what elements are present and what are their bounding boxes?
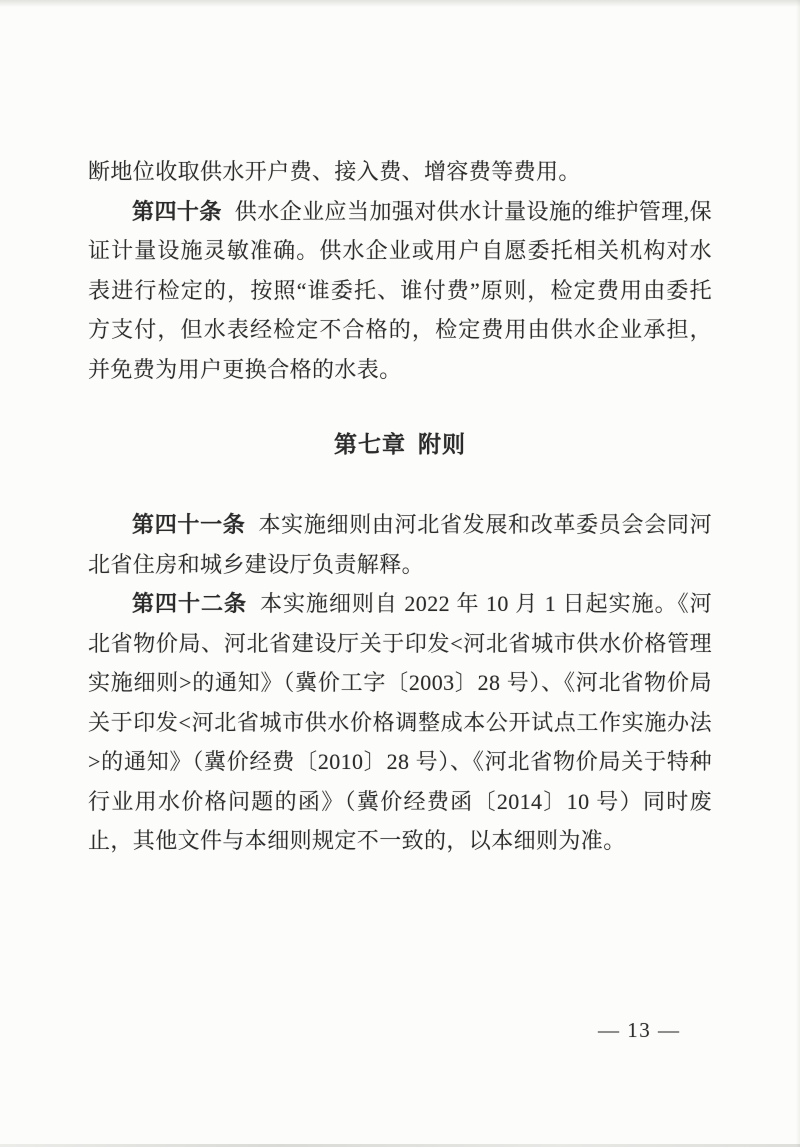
chapter-number: 第七章 [334, 432, 406, 457]
article-40-number: 第四十条 [132, 198, 222, 224]
paragraph-text: 断地位收取供水开户费、接入费、增容费等费用。 [88, 159, 581, 184]
scan-artifact-right-edge [796, 0, 800, 1147]
article-41-text: 本实施细则由河北省发展和改革委员会会同河北省住房和城乡建设厅负责解释。 [88, 512, 712, 577]
article-42-number: 第四十二条 [132, 591, 247, 616]
chapter-heading [88, 425, 712, 465]
article-40-text: 供水企业应当加强对供水计量设施的维护管理,保证计量设施灵敏准确。供水企业或用户自愿委托相关机构对水表进行检定的，按照“谁委托、谁付费”原则，检定费用由委托方支付，但水表经检定不合格的，检定费用由供水企业承担，并免费为用户更换合格的水表。 [88, 198, 712, 382]
scan-artifact-top-edge [0, 0, 800, 7]
article-41-number: 第四十一条 [132, 512, 246, 537]
document-content [88, 152, 712, 861]
article-40-paragraph [88, 192, 712, 390]
chapter-title: 附则 [418, 432, 466, 457]
article-42-paragraph [88, 584, 712, 861]
article-42-text: 本实施细则自 2022 年 10 月 1 日起实施。《河北省物价局、河北省建设厅关于印发<河北省城市供水价格管理实施细则>的通知》（冀价工字〔2003〕28 号）、《河北省物价局关于印发<河北省城市供水价格调整成本公开试点工作实施办法>的通知》（冀价经费〔2010〕28 号）、《河北省物价局关于特种行业用水价格问题的函》（冀价经费函〔2014〕10 号）同时废止，其他文件与本细则规定不一致的，以本细则为准。 [88, 591, 712, 853]
article-41-paragraph [88, 505, 712, 584]
page-number: — 13 — [598, 1018, 681, 1042]
paragraph-continuation [88, 152, 712, 192]
